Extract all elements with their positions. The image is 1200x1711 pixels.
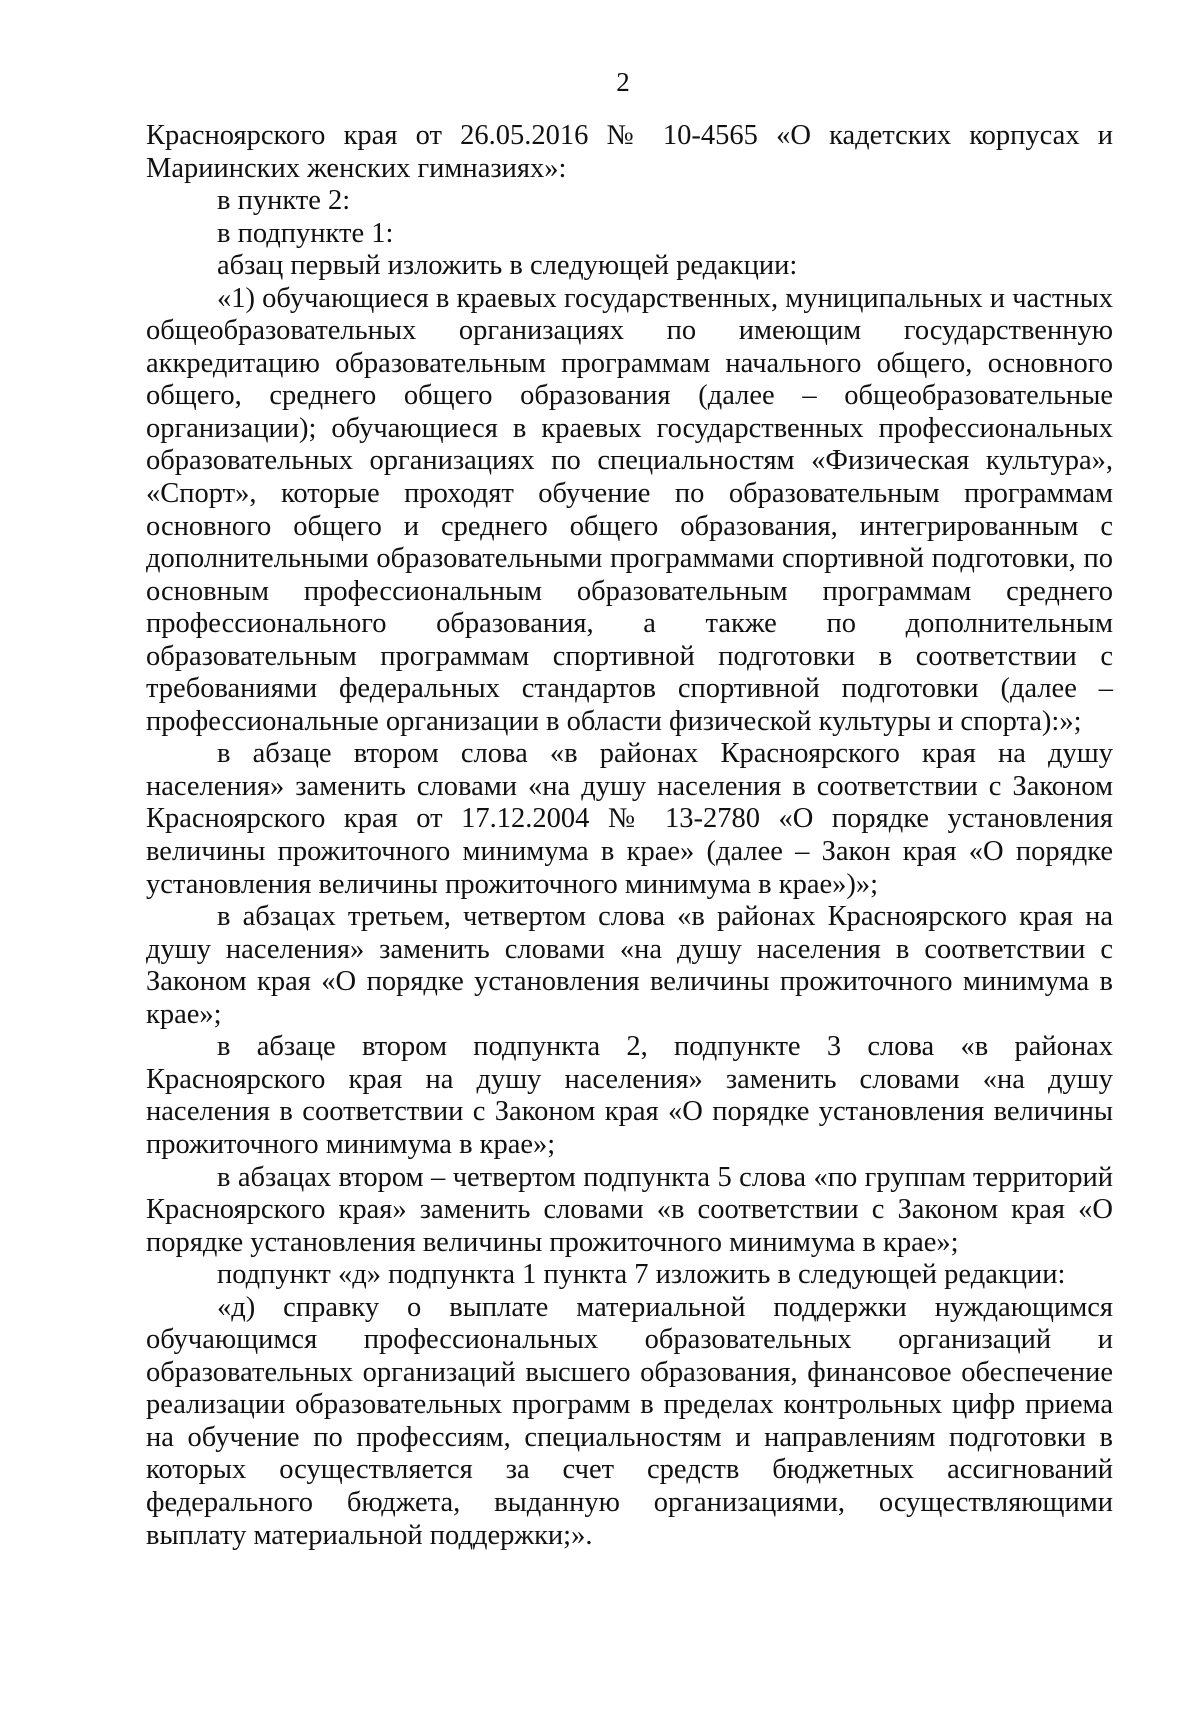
paragraph-3: в подпункте 1: [217, 217, 394, 249]
paragraph-9: в абзацах втором – четвертом подпункта 5 слова «по группам территорий Красноярского края» заменить словами «в соответствии с Законом края «О порядке установления величины прожиточного минимума в крае»; [146, 1161, 1113, 1258]
page-number: 2 [616, 67, 630, 97]
paragraph-8: в абзаце втором подпункта 2, подпункте 3 слова «в районах Красноярского края на душу населения» заменить словами «на душу населения в соответствии с Законом края «О порядке установления величины прожиточного минимума в крае»; [146, 1031, 1113, 1160]
paragraph-10: подпункт «д» подпункта 1 пункта 7 изложить в следующей редакции: [217, 1259, 1066, 1291]
paragraph-5: «1) обучающиеся в краевых государственных, муниципальных и частных общеобразовательных организациях по имеющим государственную аккредитацию образовательным программам начального общего, основного общего, среднего общего образования (далее – общеобразовательные организации); обучающиеся в краевых государственных профессиональных образовательных организациях по специальностям «Физическая культура», «Спорт», которые проходят обучение по образовательным программам основного общего и среднего общего образования, интегрированным с дополнительными образовательными программами спортивной подготовки, по основным профессиональным образовательным программам среднего профессионального образования, а также по дополнительным образовательным программам спортивной подготовки в соответствии с требованиями федеральных стандартов спортивной подготовки (далее – профессиональные организации в области физической культуры и спорта):»; [146, 282, 1113, 737]
paragraph-6: в абзаце втором слова «в районах Красноярского края на душу населения» заменить словами «на душу населения в соответствии с Законом Красноярского края от 17.12.2004 № 13-2780 «О порядке установления величины прожиточного минимума в крае» (далее – Закон края «О порядке установления величины прожиточного минимума в крае»)»; [146, 738, 1113, 900]
paragraph-4: абзац первый изложить в следующей редакции: [217, 250, 798, 282]
paragraph-1: Красноярского края от 26.05.2016 № 10-4565 «О кадетских корпусах и Мариинских женских гимназиях»: [146, 120, 1113, 184]
paragraph-7: в абзацах третьем, четвертом слова «в районах Красноярского края на душу населения» заменить словами «на душу населения в соответствии с Законом края «О порядке установления величины прожиточного минимума в крае»; [146, 901, 1113, 1030]
paragraph-11: «д) справку о выплате материальной поддержки нуждающимся обучающимся профессиональных образовательных организаций и образовательных организаций высшего образования, финансовое обеспечение реализации образовательных программ в пределах контрольных цифр приема на обучение по профессиям, специальностям и направлениям подготовки в которых осуществляется за счет средств бюджетных ассигнований федерального бюджета, выданную организациями, осуществляющими выплату материальной поддержки;». [146, 1291, 1113, 1551]
document-body [146, 120, 1113, 1552]
paragraph-2: в пункте 2: [217, 185, 351, 217]
